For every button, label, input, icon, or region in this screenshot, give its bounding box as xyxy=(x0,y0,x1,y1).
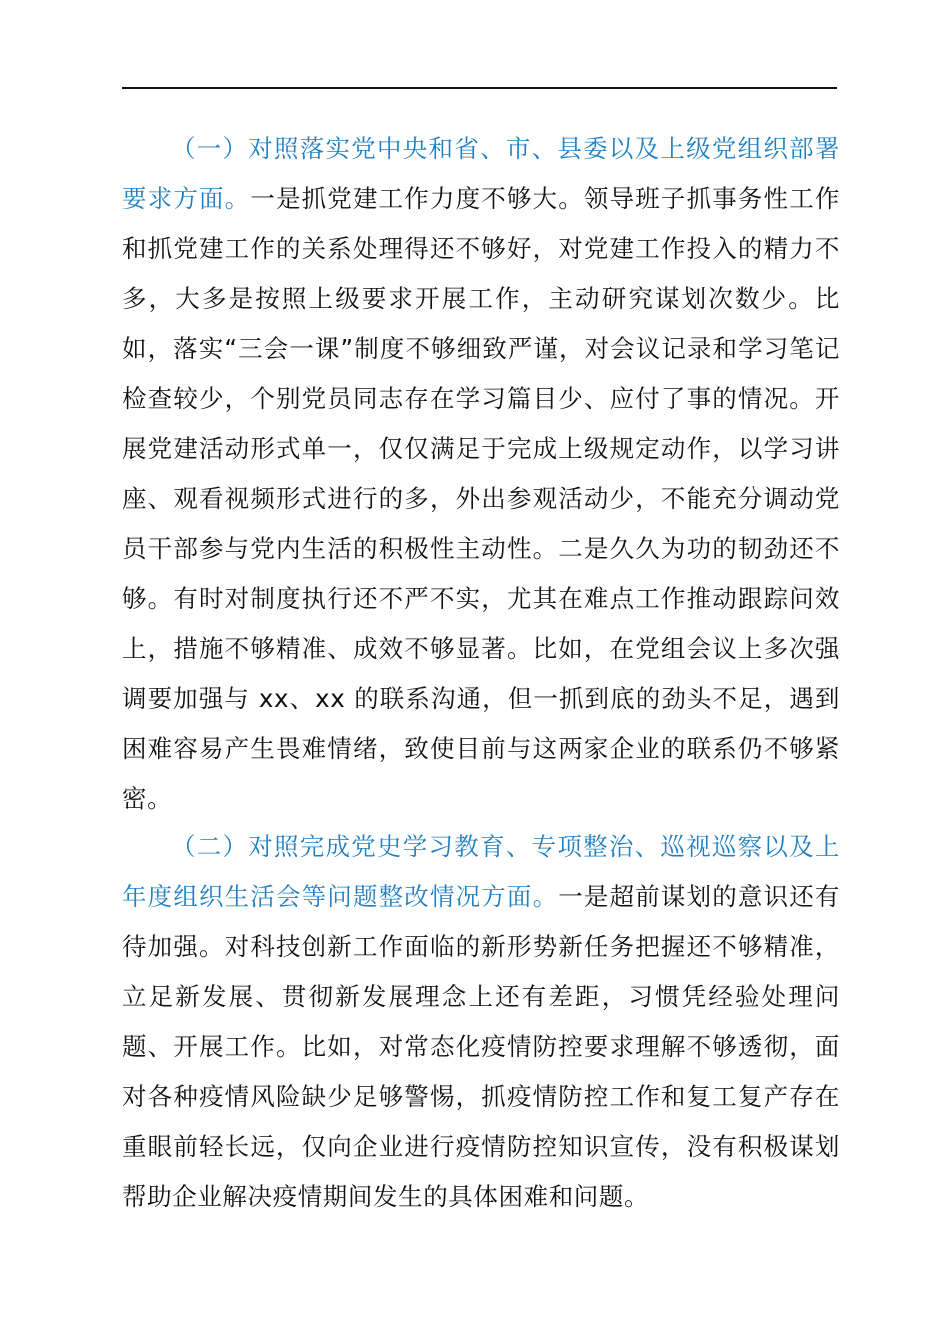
section-1-heading: （一）对照落实党中央和省、市、县委以及上级党组织部署要求方面。 xyxy=(122,134,840,213)
section-2-body: 一是超前谋划的意识还有待加强。对科技创新工作面临的新形势新任务把握还不够精准，立足新发展、贯彻新发展理念上还有差距，习惯凭经验处理问题、开展工作。比如，对常态化疫情防控要求理解不够透彻，面对各种疫情风险缺少足够警惕，抓疫情防控工作和复工复产存在重眼前轻长远，仅向企业进行疫情防控知识宣传，没有积极谋划帮助企业解决疫情期间发生的具体困难和问题。 xyxy=(122,882,840,1211)
section-2-paragraph xyxy=(122,822,840,1222)
section-1-body: 一是抓党建工作力度不够大。领导班子抓事务性工作和抓党建工作的关系处理得还不够好，对党建工作投入的精力不多，大多是按照上级要求开展工作，主动研究谋划次数少。比如，落实“三会一课”制度不够细致严谨，对会议记录和学习笔记检查较少，个别党员同志存在学习篇目少、应付了事的情况。开展党建活动形式单一，仅仅满足于完成上级规定动作，以学习讲座、观看视频形式进行的多，外出参观活动少，不能充分调动党员干部参与党内生活的积极性主动性。二是久久为功的韧劲还不够。有时对制度执行还不严不实，尤其在难点工作推动跟踪问效上，措施不够精准、成效不够显著。比如，在党组会议上多次强调要加强与 xx、xx 的联系沟通，但一抓到底的劲头不足，遇到困难容易产生畏难情绪，致使目前与这两家企业的联系仍不够紧密。 xyxy=(122,184,840,813)
header-rule xyxy=(122,87,837,89)
section-1-paragraph xyxy=(122,124,840,824)
section-2-heading: （二）对照完成党史学习教育、专项整治、巡视巡察以及上年度组织生活会等问题整改情况方面。 xyxy=(122,832,840,911)
